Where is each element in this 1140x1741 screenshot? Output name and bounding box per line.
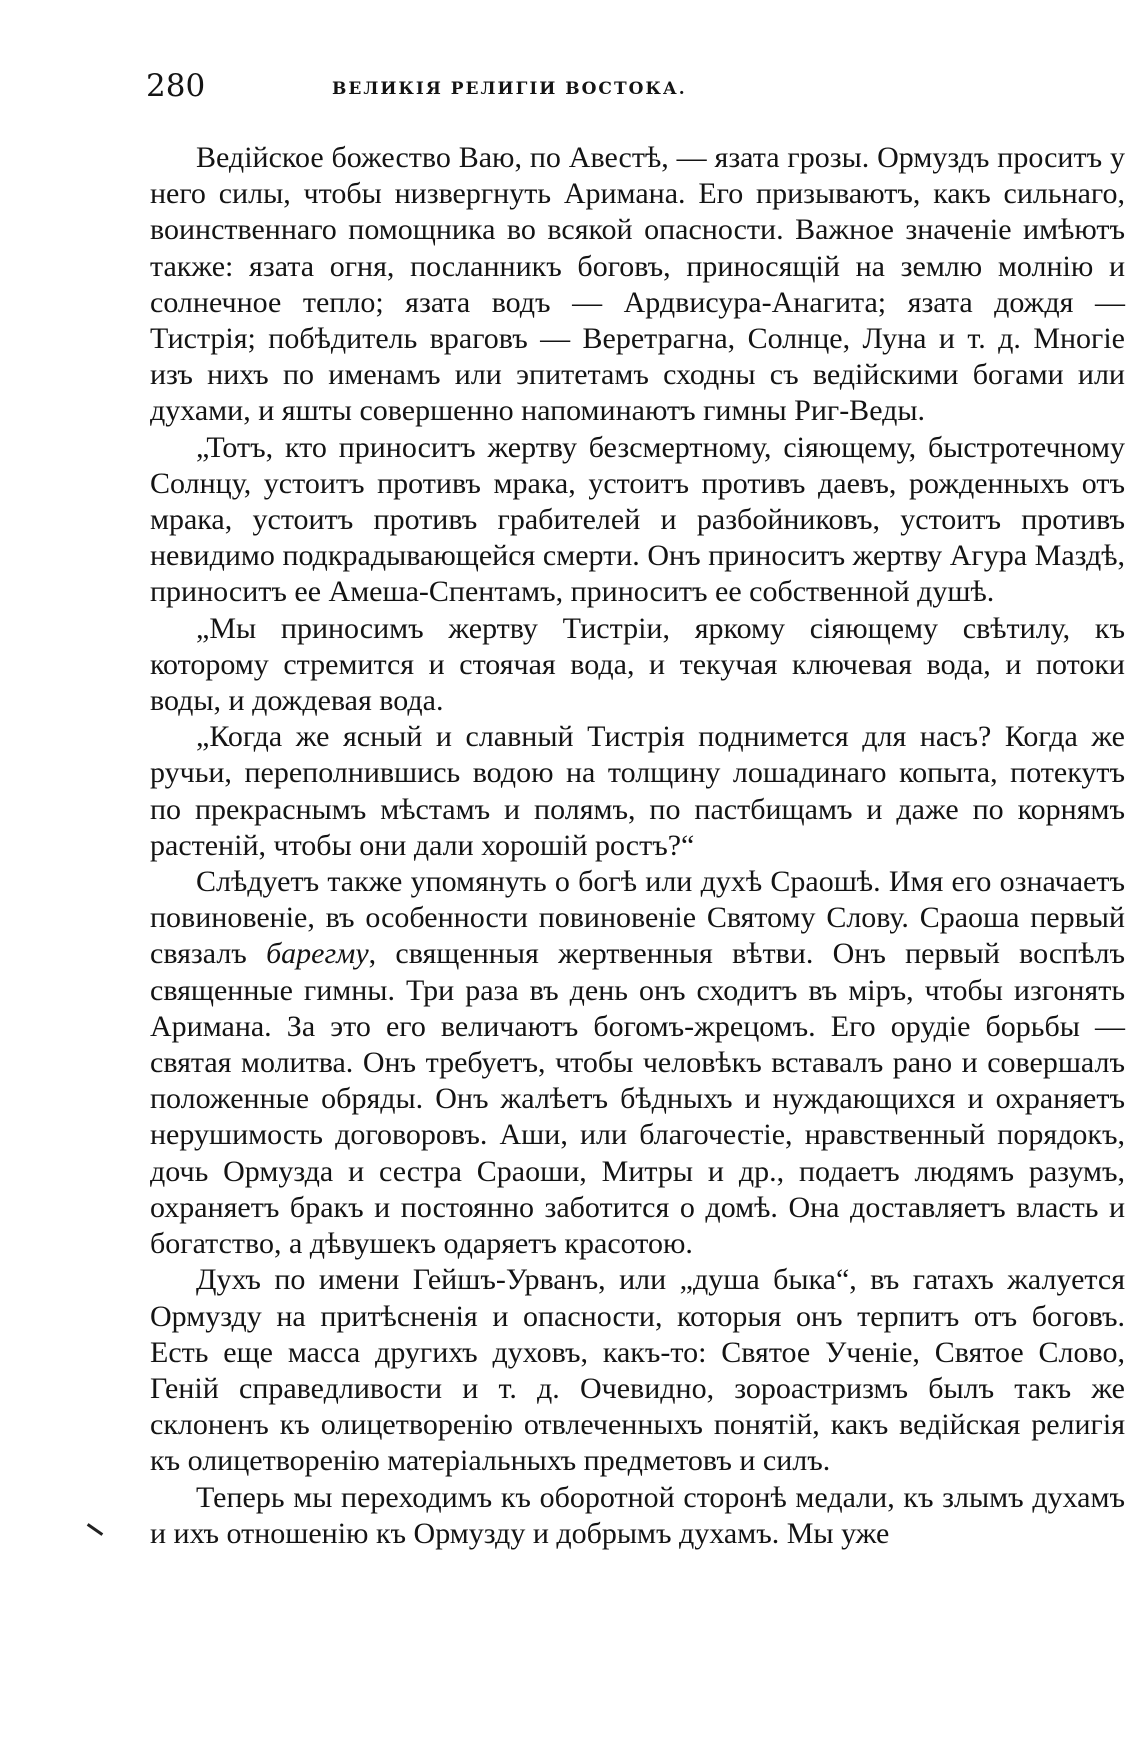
sraosha-text-after: , священныя жертвенныя вѣтви. Онъ первый воспѣлъ священные гимны. Три раза въ день онъ сходитъ въ міръ, чтобы изгонять Аримана. За это его величаютъ богомъ-жрецомъ. Его орудіе борьбы — святая молитва. Онъ требуетъ, чтобы человѣкъ вставалъ рано и совершалъ положенные обряды. Онъ жалѣетъ бѣдныхъ и нуждающихся и охраняетъ нерушимость договоровъ. Аши, или благочестіе, нравственный порядокъ, дочь Ормузда и сестра Сраоши, Митры и др., подаетъ людямъ разумъ, охраняетъ бракъ и постоянно заботится о домѣ. Она доставляетъ власть и богатство, а дѣвушекъ одаряетъ красотою. [150,937,1125,1261]
sraosha-text-before: Слѣдуетъ также упомянуть о богѣ или духѣ Сраошѣ. Имя его означаетъ повиновеніе, въ особенности повиновеніе Святому Слову. Сраоша первый связалъ [150,865,1125,971]
paragraph-geush-urvan: Духъ по имени Гейшъ-Урванъ, или „душа быка“, въ гатахъ жалуется Ормузду на притѣсненія и опасности, которыя онъ терпитъ отъ боговъ. Есть еще масса другихъ духовъ, какъ-то: Святое Ученіе, Святое Слово, Геній справедливости и т. д. Очевидно, зороастризмъ былъ такъ же склоненъ къ олицетворенію отвлеченныхъ понятій, какъ ведійская религія къ олицетворенію матеріальныхъ предметовъ и силъ. [150,1263,1125,1478]
paragraph-evil-spirits: Теперь мы переходимъ къ оборотной сторонѣ медали, къ злымъ духамъ и ихъ отношенію къ Ормузду и добрымъ духамъ. Мы уже [150,1480,1125,1550]
paragraph-sun-hymn: „Тотъ, кто приноситъ жертву безсмертному, сіяющему, быстротечному Солнцу, устоитъ противъ мрака, устоитъ противъ даевъ, рожденныхъ отъ мрака, устоитъ противъ грабителей и разбойниковъ, устоитъ противъ невидимо подкрадывающейся смерти. Онъ приноситъ жертву Агура Маздѣ, приноситъ ее Амеша-Спентамъ, приноситъ ее собственной душѣ. [150,430,1125,609]
margin-mark [87,1523,103,1536]
running-title: ВЕЛИКІЯ РЕЛИГІИ ВОСТОКА. [332,79,687,99]
paragraph-tistrya-sacrifice: „Мы приносимъ жертву Тистріи, яркому сіяющему свѣтилу, къ которому стремится и стоячая вода, и текучая ключевая вода, и потоки воды, и дождевая вода. [150,611,1125,718]
page-number: 280 [146,68,206,104]
body-text [150,140,1125,1552]
paragraph-tistrya-question: „Когда же ясный и славный Тистрія поднимется для насъ? Когда же ручьи, переполнившись водою на толщину лошадинаго копыта, потекутъ по прекраснымъ мѣстамъ и полямъ, по пастбищамъ и даже по корнямъ растеній, чтобы они дали хорошій ростъ?“ [150,720,1125,862]
italic-term-baresma: барегму [266,937,369,971]
paragraph-sraosha [150,864,1125,1262]
paragraph-vayu: Ведійское божество Ваю, по Авестѣ, — язата грозы. Ормуздъ проситъ у него силы, чтобы низвергнуть Аримана. Его призываютъ, какъ сильнаго, воинственнаго помощника во всякой опасности. Важное значеніе имѣютъ также: язата огня, посланникъ боговъ, приносящій на землю молнію и солнечное тепло; язата водъ — Ардвисура-Анагита; язата дождя — Тистрія; побѣдитель враговъ — Веретрагна, Солнце, Луна и т. д. Многіе изъ нихъ по именамъ или эпитетамъ сходны съ ведійскими богами или духами, и яшты совершенно напоминаютъ гимны Риг-Веды. [150,141,1125,428]
page-header [146,66,1126,116]
